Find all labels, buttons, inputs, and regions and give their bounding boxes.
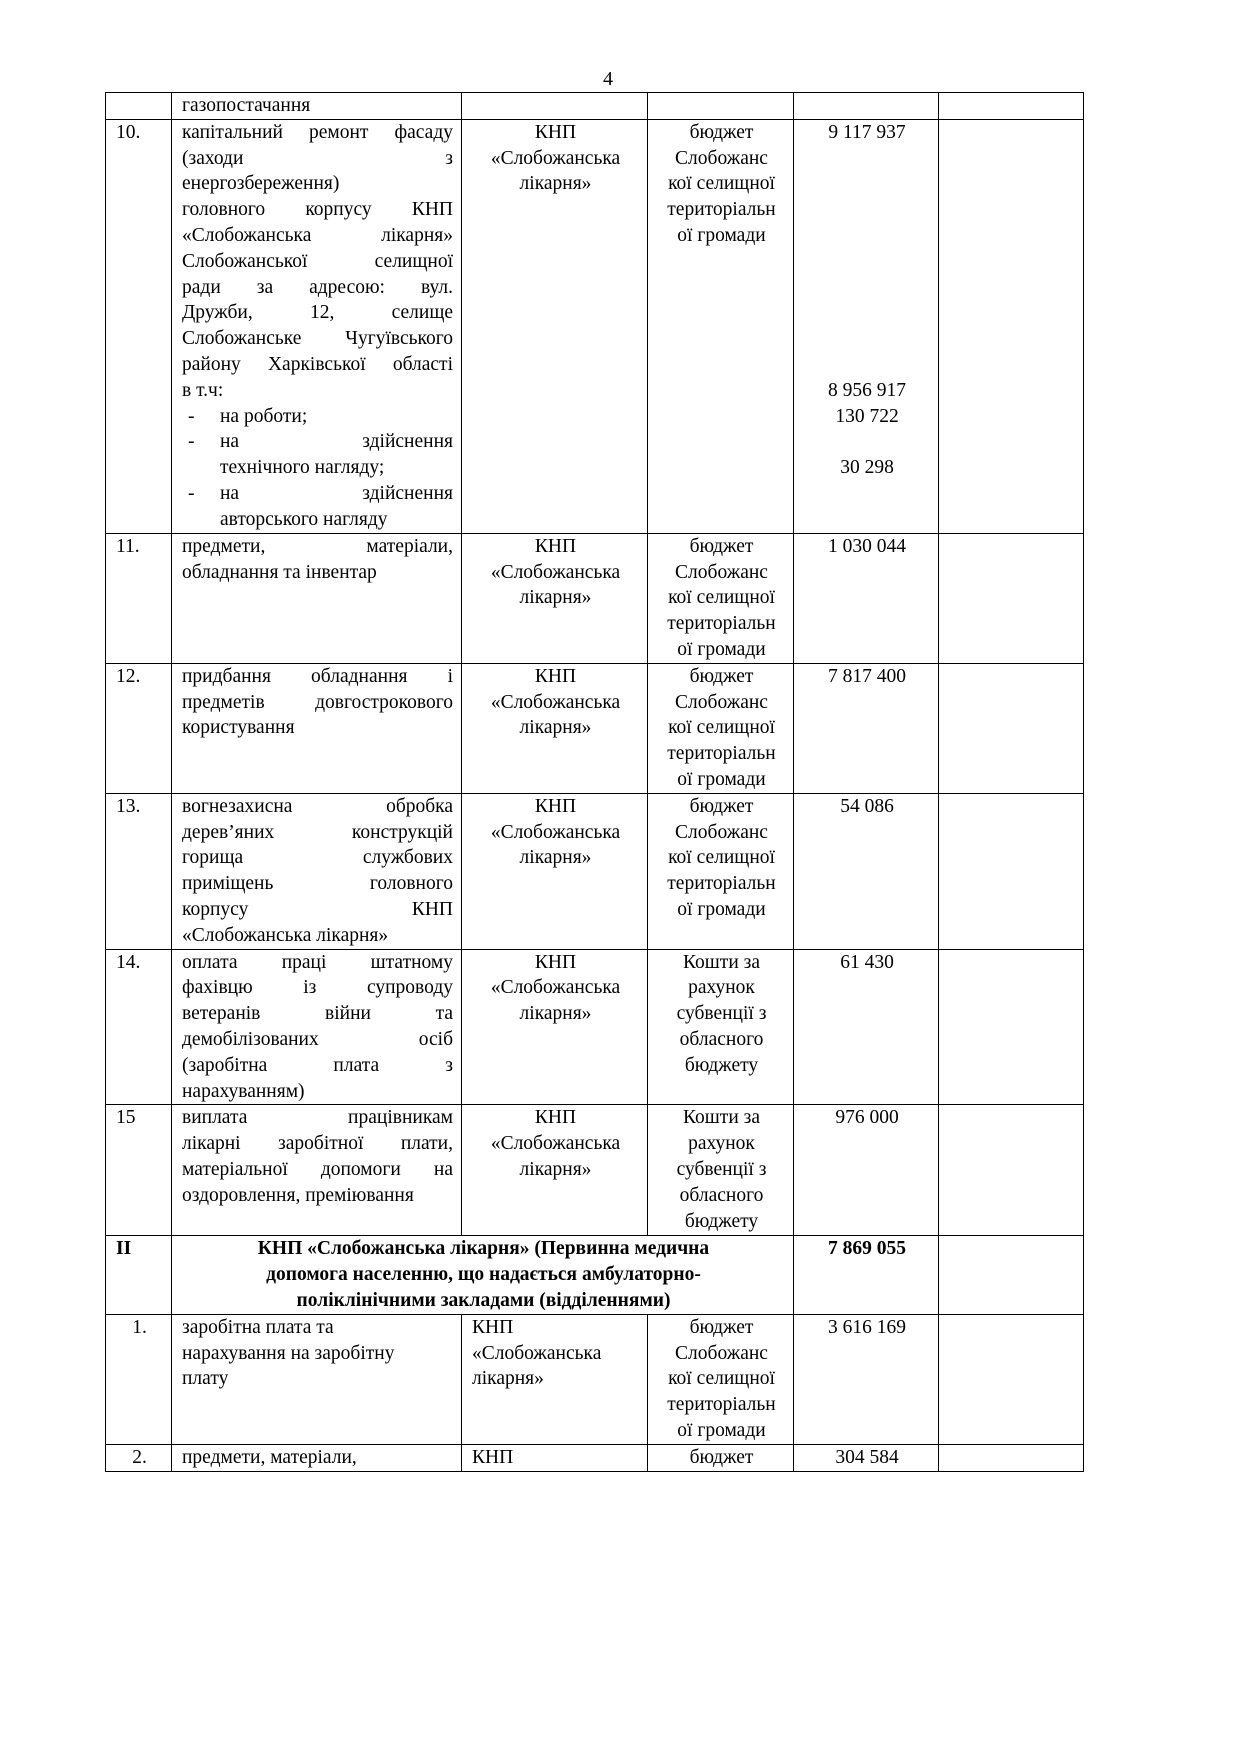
table-row [106,949,1084,1105]
source-line: ої громади [677,898,766,920]
source-line: бюджету [684,1054,759,1076]
source-line: Слобожанс [675,691,768,713]
row-description [172,1444,462,1471]
source-line: рахунок [688,977,755,999]
desc-line: дерев’яних конструкцій [182,821,453,843]
executor-line: КНП [472,1316,514,1338]
desc-line: нарахуванням) [182,1080,305,1102]
desc-line: «Слобожанська лікарня» [182,224,453,246]
executor-line: КНП [472,1446,514,1468]
source-line: Слобожанс [675,561,768,583]
source-line: територіальн [667,1394,776,1416]
sub-item [182,481,453,533]
executor-line: лікарня» [472,1368,544,1390]
desc-line: виплата працівникам [182,1107,453,1129]
row-executor [462,1314,648,1444]
desc-line: предмети, матеріали, [182,535,453,557]
row-number: 12. [106,663,172,793]
amount-total: 9 117 937 [828,121,906,143]
row-source [648,1444,794,1471]
amount-sub: 130 722 [835,405,899,427]
section-header-row [106,1236,1084,1314]
row-description [172,1105,462,1236]
row-note [939,663,1084,793]
desc-line: (заробітна плата з [182,1054,453,1076]
row-executor [462,93,648,120]
row-source [648,793,794,949]
desc-line: горища службових [182,847,453,869]
row-description [172,793,462,949]
source-line: кої селищної [668,847,775,869]
source-line: бюджет [689,121,754,143]
row-amount: 1 030 044 [794,533,939,663]
table-row-continuation [106,93,1084,120]
section-title-line: КНП «Слобожанська лікарня» (Первинна медична [257,1238,710,1260]
source-line: субвенції з [676,1158,767,1180]
sub-item [182,429,453,481]
source-line: обласного [679,1184,764,1206]
row-executor [462,1444,648,1471]
sub-item [182,404,453,430]
table-row [106,1105,1084,1236]
row-amount: 61 430 [794,949,939,1105]
executor-line: «Слобожанська [490,977,621,999]
source-line: бюджет [689,665,754,687]
sub-item-line: на здійснення [220,482,453,504]
source-line: кої селищної [668,587,775,609]
row-description [172,949,462,1105]
row-number: 13. [106,793,172,949]
sub-item-line: на роботи; [220,405,308,427]
source-line: бюджет [689,795,754,817]
row-note [939,93,1084,120]
table-row [106,663,1084,793]
source-line: бюджет [689,1446,754,1468]
source-line: кої селищної [668,717,775,739]
desc-line: фахівцю із супроводу [182,977,453,999]
row-note [939,533,1084,663]
row-executor [462,663,648,793]
source-line: територіальн [667,613,776,635]
desc-line: вогнезахисна обробка [182,795,453,817]
desc-line: демобілізованих осіб [182,1028,453,1050]
executor-line: «Слобожанська [490,691,621,713]
desc-line: Дружби, 12, селище [182,302,453,324]
executor-line: «Слобожанська [490,1133,621,1155]
row-note [939,793,1084,949]
desc-line: в т.ч: [182,379,224,401]
table-row [106,119,1084,533]
desc-line: ветеранів війни та [182,1003,453,1025]
source-line: рахунок [688,1133,755,1155]
source-line: Слобожанс [675,147,768,169]
desc-line: придбання обладнання і [182,665,453,687]
executor-line: КНП [534,535,577,557]
row-number: 14. [106,949,172,1105]
executor-line: КНП [534,121,577,143]
section-amount: 7 869 055 [794,1236,939,1314]
desc-line: предмети, матеріали, [182,1446,357,1468]
executor-line: «Слобожанська [490,561,621,583]
sub-item-line: технічного нагляду; [220,457,385,479]
desc-line: лікарні заробітної плати, [182,1133,453,1155]
row-source [648,1105,794,1236]
executor-line: «Слобожанська [472,1342,602,1364]
executor-line: лікарня» [519,847,592,869]
desc-line: обладнання та інвентар [182,561,377,583]
desc-line: плату [182,1368,229,1390]
section-title [172,1236,794,1314]
desc-line: оздоровлення, преміювання [182,1184,414,1206]
row-note [939,1236,1084,1314]
budget-table [105,92,1084,1472]
row-description [172,1314,462,1444]
row-amount: 54 086 [794,793,939,949]
row-number: 2. [106,1444,172,1471]
row-executor [462,533,648,663]
executor-line: лікарня» [519,1003,592,1025]
source-line: бюджет [689,535,754,557]
row-number: 10. [106,119,172,533]
row-note [939,119,1084,533]
row-amount [794,119,939,533]
table-row [106,1444,1084,1471]
executor-line: КНП [534,1107,577,1129]
desc-line: (заходи з [182,147,453,169]
row-executor [462,119,648,533]
source-line: обласного [679,1028,764,1050]
row-amount: 3 616 169 [794,1314,939,1444]
row-source [648,533,794,663]
row-source [648,119,794,533]
row-executor [462,793,648,949]
source-line: кої селищної [668,173,775,195]
executor-line: КНП [534,951,577,973]
source-line: ої громади [677,1419,766,1441]
desc-line: нарахування на заробітну [182,1342,395,1364]
table-row [106,1314,1084,1444]
desc-line: газопостачання [182,95,311,116]
table-row [106,533,1084,663]
sub-item-line: авторського нагляду [220,508,388,530]
amount-sub: 8 956 917 [828,379,906,401]
source-line: бюджет [689,1316,754,1338]
source-line: ої громади [677,224,766,246]
row-number: 11. [106,533,172,663]
row-amount: 304 584 [794,1444,939,1471]
row-source [648,93,794,120]
row-note [939,949,1084,1105]
executor-line: лікарня» [519,1158,592,1180]
desc-line: приміщень головного [182,873,453,895]
desc-line: ради за адресою: вул. [182,276,453,298]
executor-line: «Слобожанська [490,821,621,843]
source-line: кої селищної [668,1368,775,1390]
row-source [648,663,794,793]
row-amount: 7 817 400 [794,663,939,793]
desc-line: енергозбереження) [182,173,340,195]
desc-line: матеріальної допомоги на [182,1158,453,1180]
row-amount: 976 000 [794,1105,939,1236]
page-number: 4 [603,68,613,90]
executor-line: КНП [534,795,577,817]
row-number [106,93,172,120]
source-line: Кошти за [683,951,760,973]
row-amount [794,93,939,120]
bullet-dash: - [188,405,195,427]
executor-line: лікарня» [519,173,592,195]
section-title-line: поліклінічними закладами (відділеннями) [296,1289,671,1311]
desc-line: Слобожанської селищної [182,250,453,272]
bullet-dash: - [188,482,195,504]
row-description [172,93,462,120]
row-executor [462,1105,648,1236]
row-source [648,1314,794,1444]
row-number: 15 [106,1105,172,1236]
desc-line: оплата праці штатному [182,951,453,973]
desc-line: Слобожанське Чугуївського [182,328,453,350]
executor-line: лікарня» [519,587,592,609]
source-line: територіальн [667,743,776,765]
source-line: ої громади [677,768,766,790]
amount-sub: 30 298 [840,457,894,479]
executor-line: лікарня» [519,717,592,739]
source-line: територіальн [667,873,776,895]
source-line: бюджету [684,1210,759,1232]
source-line: Слобожанс [675,821,768,843]
section-title-line: допомога населенню, що надається амбулаторно- [266,1264,701,1286]
row-note [939,1105,1084,1236]
desc-line: корпусу КНП [182,898,453,920]
desc-line: району Харківської області [182,353,453,375]
row-note [939,1444,1084,1471]
desc-line: головного корпусу КНП [182,199,453,221]
row-description [172,119,462,533]
desc-line: користування [182,717,295,739]
source-line: Кошти за [683,1107,760,1129]
bullet-dash: - [188,431,195,453]
desc-line: капітальний ремонт фасаду [182,121,453,143]
executor-line: КНП [534,665,577,687]
executor-line: «Слобожанська [490,147,621,169]
section-number: II [106,1236,172,1314]
desc-line: «Слобожанська лікарня» [182,924,389,946]
sub-item-line: на здійснення [220,431,453,453]
desc-line: заробітна плата та [182,1316,334,1338]
row-source [648,949,794,1105]
source-line: ої громади [677,638,766,660]
row-description [172,533,462,663]
source-line: Слобожанс [675,1342,768,1364]
row-note [939,1314,1084,1444]
source-line: субвенції з [676,1003,767,1025]
row-description [172,663,462,793]
table-row [106,793,1084,949]
desc-line: предметів довгострокового [182,691,453,713]
source-line: територіальн [667,199,776,221]
row-number: 1. [106,1314,172,1444]
row-executor [462,949,648,1105]
